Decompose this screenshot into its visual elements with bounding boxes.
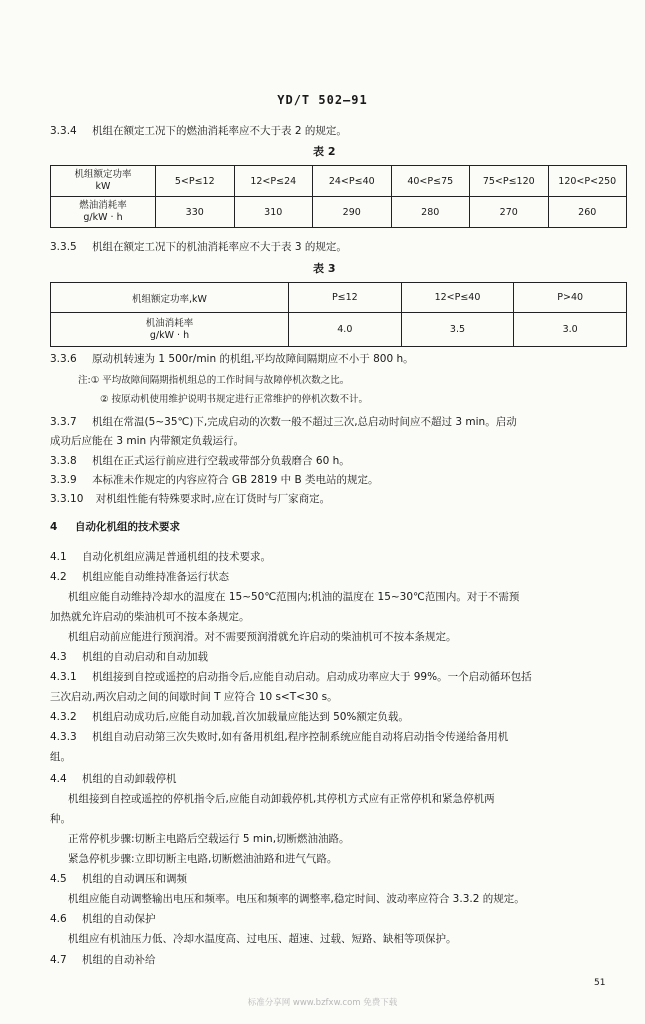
clause-3-3-8 <box>50 454 350 468</box>
clause-4-3 <box>50 650 208 664</box>
clause-text: 本标准未作规定的内容应符合 GB 2819 中 B 类电站的规定。 <box>92 474 379 486</box>
table-3 <box>50 282 627 347</box>
table-row <box>51 283 627 313</box>
clause-4-5 <box>50 872 187 886</box>
table-cell: P>40 <box>514 283 627 313</box>
clause-title: 机组的自动调压和调频 <box>82 873 188 885</box>
clause-text: 自动化机组应满足普通机组的技术要求。 <box>82 551 272 563</box>
table-cell: 120<P<250 <box>548 166 627 197</box>
table-cell: 290 <box>313 197 392 228</box>
clause-3-3-10 <box>50 492 330 506</box>
clause-4-7 <box>50 953 156 967</box>
clause-4-3-3 <box>50 730 508 744</box>
clause-4-1 <box>50 550 271 564</box>
row-header-line: 机组额定功率 <box>74 169 132 180</box>
clause-title: 机组的自动保护 <box>82 913 156 925</box>
table-cell: 12<P≤40 <box>401 283 514 313</box>
row-header-line: g/kW · h <box>83 212 123 223</box>
table-2 <box>50 165 627 228</box>
clause-number: 4.3 <box>50 651 67 663</box>
table-cell: 3.5 <box>401 313 514 347</box>
clause-3-3-7 <box>50 415 517 429</box>
clause-text: 机组在额定工况下的机油消耗率应不大于表 3 的规定。 <box>92 241 347 253</box>
clause-text: 机组启动成功后,应能自动加载,首次加载量应能达到 50%额定负载。 <box>92 711 409 723</box>
clause-number: 3.3.6 <box>50 353 77 365</box>
clause-title: 机组应能自动维持准备运行状态 <box>82 571 230 583</box>
paragraph: 机组接到自控或遥控的停机指令后,应能自动卸载停机,其停机方式应有正常停机和紧急停机两 <box>68 793 495 805</box>
clause-number: 3.3.7 <box>50 416 77 428</box>
note-1: 注:① 平均故障间隔期指机组总的工作时间与故障停机次数之比。 <box>78 375 350 386</box>
table-cell: 330 <box>156 197 235 228</box>
table-cell: 75<P≤120 <box>470 166 549 197</box>
clause-title: 机组的自动卸载停机 <box>82 773 177 785</box>
clause-text: 机组在常温(5~35℃)下,完成启动的次数一般不超过三次,总启动时间应不超过 3 min。启动 <box>92 416 517 428</box>
table-cell: 270 <box>470 197 549 228</box>
clause-number: 4.5 <box>50 873 67 885</box>
clause-number: 3.3.4 <box>50 125 77 137</box>
clause-number: 4.6 <box>50 913 67 925</box>
row-header <box>51 313 289 347</box>
clause-text: 机组接到自控或遥控的启动指令后,应能自动启动。启动成功率应大于 99%。一个启动循环包括 <box>92 671 532 683</box>
clause-title: 机组的自动启动和自动加载 <box>82 651 209 663</box>
clause-number: 4.7 <box>50 954 67 966</box>
section-number: 4 <box>50 521 58 533</box>
row-header <box>51 197 156 228</box>
clause-number: 4.1 <box>50 551 67 563</box>
table-cell: 310 <box>234 197 313 228</box>
paragraph: 正常停机步骤:切断主电路后空载运行 5 min,切断燃油油路。 <box>68 833 350 845</box>
paragraph: 机组应有机油压力低、冷却水温度高、过电压、超速、过载、短路、缺相等项保护。 <box>68 933 457 945</box>
section-4-heading <box>50 520 180 534</box>
paragraph: 机组启动前应能进行预润滑。对不需要预润滑就允许启动的柴油机可不按本条规定。 <box>68 631 457 643</box>
clause-number: 3.3.8 <box>50 455 77 467</box>
page-number: 51 <box>594 978 606 988</box>
table-2-caption: 表 2 <box>313 145 336 158</box>
table-3-caption: 表 3 <box>313 262 336 275</box>
row-header-line: g/kW · h <box>149 329 190 341</box>
row-header: 机组额定功率,kW <box>51 283 289 313</box>
table-cell: P≤12 <box>289 283 402 313</box>
clause-4-3-3-cont: 组。 <box>50 751 71 763</box>
paragraph-cont: 加热就允许启动的柴油机可不按本条规定。 <box>50 611 250 623</box>
clause-3-3-6 <box>50 352 414 366</box>
clause-number: 3.3.9 <box>50 474 77 486</box>
row-header-line: 机油消耗率 <box>145 317 194 329</box>
clause-number: 4.3.2 <box>50 711 77 723</box>
clause-3-3-5 <box>50 240 347 254</box>
clause-4-6 <box>50 912 156 926</box>
clause-number: 4.3.1 <box>50 671 77 683</box>
table-row <box>51 313 627 347</box>
table-cell: 3.0 <box>514 313 627 347</box>
paragraph-cont: 种。 <box>50 813 71 825</box>
clause-4-3-1 <box>50 670 532 684</box>
table-cell: 260 <box>548 197 627 228</box>
clause-number: 4.2 <box>50 571 67 583</box>
row-header-line: 燃油消耗率 <box>79 200 127 211</box>
clause-4-4 <box>50 772 177 786</box>
clause-4-3-2 <box>50 710 409 724</box>
table-row <box>51 166 627 197</box>
section-title: 自动化机组的技术要求 <box>74 521 180 533</box>
table-cell: 40<P≤75 <box>391 166 470 197</box>
row-header <box>51 166 156 197</box>
clause-3-3-9 <box>50 473 379 487</box>
table-cell: 280 <box>391 197 470 228</box>
clause-4-2 <box>50 570 229 584</box>
standard-code-header: YD/T 502—91 <box>277 93 368 107</box>
clause-4-3-1-cont: 三次启动,两次启动之间的间歇时间 T 应符合 10 s<T<30 s。 <box>50 691 338 703</box>
clause-text: 机组在额定工况下的燃油消耗率应不大于表 2 的规定。 <box>92 125 347 137</box>
clause-text: 对机组性能有特殊要求时,应在订货时与厂家商定。 <box>95 493 331 505</box>
paragraph: 紧急停机步骤:立即切断主电路,切断燃油油路和进气气路。 <box>68 853 338 865</box>
watermark: 标准分享网 www.bzfxw.com 免费下载 <box>247 998 398 1008</box>
clause-3-3-4 <box>50 124 347 138</box>
table-cell: 24<P≤40 <box>313 166 392 197</box>
clause-text: 机组在正式运行前应进行空载或带部分负载磨合 60 h。 <box>92 455 350 467</box>
clause-number: 3.3.10 <box>50 493 84 505</box>
clause-number: 3.3.5 <box>50 241 77 253</box>
clause-text: 机组自动启动第三次失败时,如有备用机组,程序控制系统应能自动将启动指令传递给备用机 <box>92 731 509 743</box>
table-row <box>51 197 627 228</box>
table-cell: 5<P≤12 <box>156 166 235 197</box>
clause-number: 4.4 <box>50 773 67 785</box>
clause-3-3-7-cont: 成功后应能在 3 min 内带额定负载运行。 <box>50 435 244 447</box>
clause-title: 机组的自动补给 <box>82 954 156 966</box>
paragraph: 机组应能自动维持冷却水的温度在 15~50℃范围内;机油的温度在 15~30℃范围内。对于不需预 <box>68 591 520 603</box>
note-2: ② 按原动机使用维护说明书规定进行正常维护的停机次数不计。 <box>100 394 369 405</box>
clause-text: 原动机转速为 1 500r/min 的机组,平均故障间隔期应不小于 800 h。 <box>92 353 414 365</box>
clause-number: 4.3.3 <box>50 731 77 743</box>
row-header-line: kW <box>95 181 111 192</box>
table-cell: 4.0 <box>289 313 402 347</box>
table-cell: 12<P≤24 <box>234 166 313 197</box>
paragraph: 机组应能自动调整输出电压和频率。电压和频率的调整率,稳定时间、波动率应符合 3.3.2 的规定。 <box>68 893 525 905</box>
